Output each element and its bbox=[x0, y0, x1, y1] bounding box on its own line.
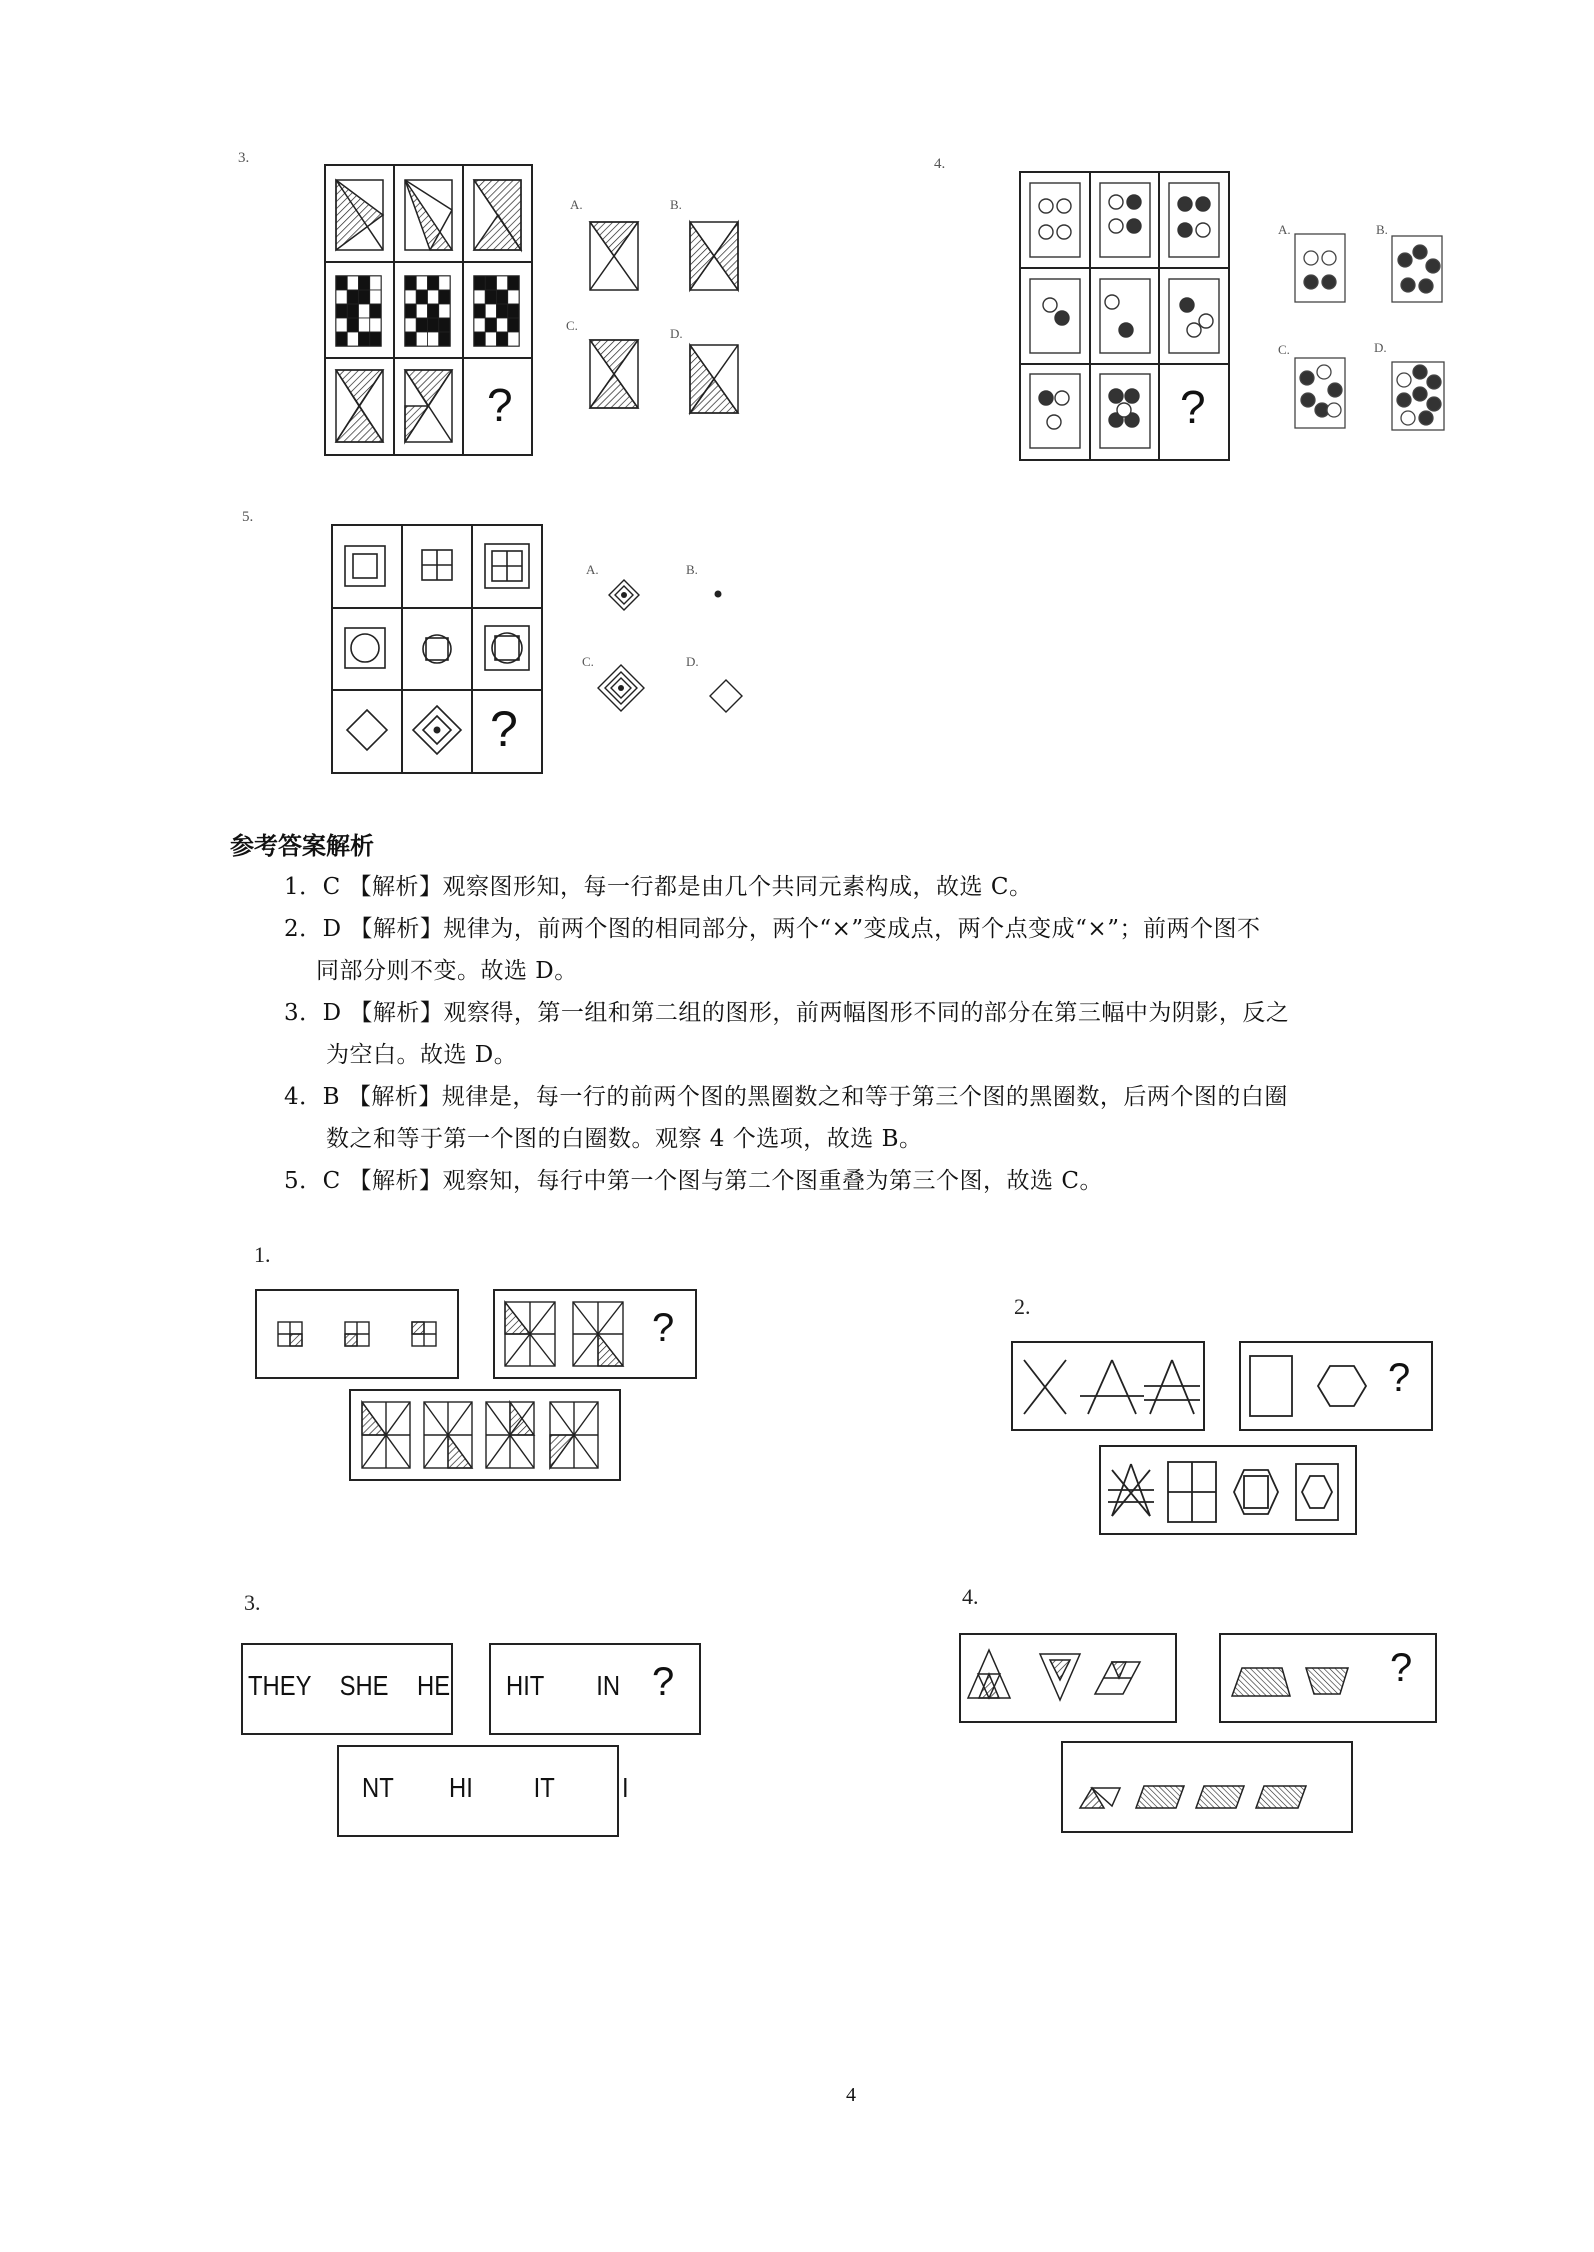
lower-puzzle1-question-mark: ? bbox=[652, 1306, 675, 1350]
lower-puzzle3-question-mark: ? bbox=[652, 1660, 675, 1704]
lower-puzzle2-question-mark: ? bbox=[1388, 1356, 1411, 1400]
puzzle3-option-b: B. bbox=[670, 197, 682, 212]
lower-puzzle1-number: 1. bbox=[254, 1242, 271, 1267]
puzzle3-option-d: D. bbox=[670, 326, 683, 341]
answer-line: 3．D 【解析】观察得，第一组和第二组的图形，前两幅图形不同的部分在第三幅中为阴影，反之 bbox=[284, 1000, 1290, 1026]
answer-line: 4．B 【解析】规律是，每一行的前两个图的黑圈数之和等于第三个图的黑圈数，后两个图的白圈 bbox=[284, 1084, 1288, 1110]
puzzle3-option-c: C. bbox=[566, 318, 578, 333]
word: SHE bbox=[339, 1670, 389, 1701]
option: HI bbox=[449, 1772, 473, 1803]
puzzle4-option-c: C. bbox=[1278, 342, 1290, 357]
puzzle4-option-d: D. bbox=[1374, 340, 1387, 355]
option: I bbox=[622, 1772, 629, 1803]
puzzle3-question-mark: ? bbox=[487, 379, 513, 431]
word: HIT bbox=[506, 1670, 544, 1701]
puzzle4-option-b: B. bbox=[1376, 222, 1388, 237]
word: IN bbox=[596, 1670, 621, 1701]
answer-line: 数之和等于第一个图的白圈数。观察 4 个选项，故选 B。 bbox=[326, 1126, 923, 1152]
word: HE bbox=[417, 1670, 451, 1701]
puzzle4-question-mark: ? bbox=[1180, 381, 1206, 433]
option: IT bbox=[533, 1772, 555, 1803]
answer-line: 5．C 【解析】观察知，每行中第一个图与第二个图重叠为第三个图，故选 C。 bbox=[284, 1168, 1103, 1194]
lower-puzzle4-question-mark: ? bbox=[1390, 1646, 1413, 1690]
option: NT bbox=[362, 1772, 394, 1803]
lower-puzzle2-number: 2. bbox=[1014, 1294, 1031, 1319]
puzzle3-option-a: A. bbox=[570, 197, 583, 212]
puzzle3-number: 3. bbox=[238, 150, 250, 166]
word: THEY bbox=[248, 1670, 312, 1701]
puzzle4-number: 4. bbox=[934, 156, 946, 172]
lower-puzzle4-number: 4. bbox=[962, 1584, 979, 1609]
page-number: 4 bbox=[846, 2084, 856, 2106]
puzzle5-option-b: B. bbox=[686, 562, 698, 577]
puzzle5-option-c: C. bbox=[582, 654, 594, 669]
answer-line: 同部分则不变。故选 D。 bbox=[316, 958, 578, 984]
answer-line: 1．C 【解析】观察图形知，每一行都是由几个共同元素构成，故选 C。 bbox=[284, 874, 1033, 900]
puzzle4-option-a: A. bbox=[1278, 222, 1291, 237]
puzzle5-number: 5. bbox=[242, 509, 254, 525]
answer-line: 为空白。故选 D。 bbox=[326, 1042, 518, 1068]
puzzle5-option-d: D. bbox=[686, 654, 699, 669]
puzzle5-option-a: A. bbox=[586, 562, 599, 577]
answer-line: 2．D 【解析】规律为，前两个图的相同部分，两个“×”变成点，两个点变成“×”；前两个图不 bbox=[284, 916, 1261, 942]
lower-puzzle3-number: 3. bbox=[244, 1590, 261, 1615]
answers-title: 参考答案解析 bbox=[230, 832, 374, 860]
puzzle5-question-mark: ? bbox=[490, 701, 518, 757]
